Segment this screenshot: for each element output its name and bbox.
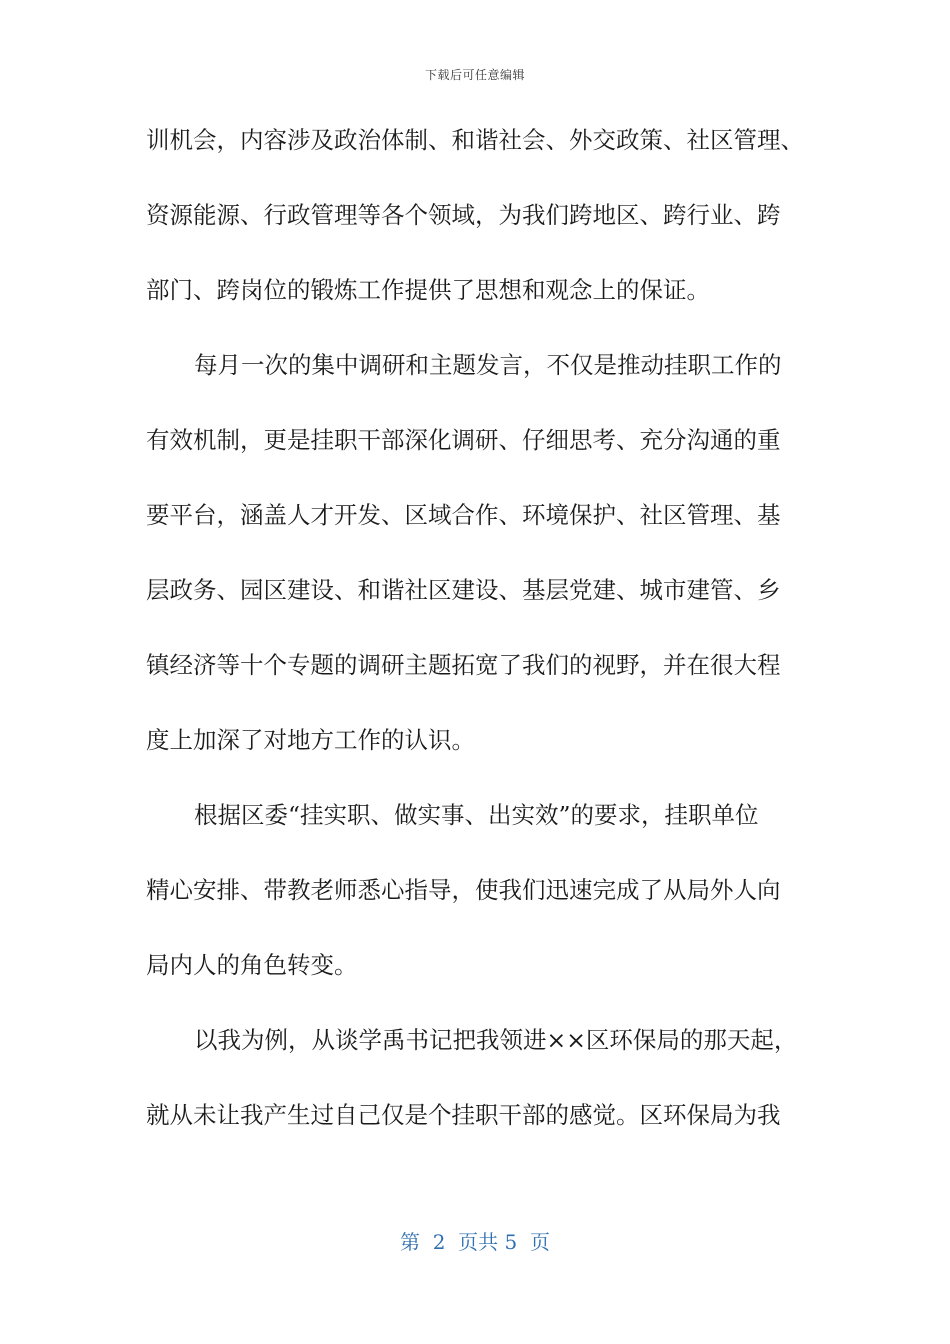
- text-line: 根据区委“挂实职、做实事、出实效”的要求，挂职单位: [194, 801, 759, 829]
- text-line: 训机会，内容涉及政治体制、和谐社会、外交政策、社区管理、: [146, 126, 804, 154]
- paragraph: [146, 347, 810, 797]
- text-line: 镇经济等十个专题的调研主题拓宽了我们的视野，并在很大程: [146, 651, 781, 679]
- text-line: 每月一次的集中调研和主题发言，不仅是推动挂职工作的: [194, 351, 782, 379]
- text-line: 部门、跨岗位的锻炼工作提供了思想和观念上的保证。: [146, 276, 710, 304]
- text-line: 局内人的角色转变。: [146, 951, 358, 979]
- text-line: 度上加深了对地方工作的认识。: [146, 726, 475, 754]
- document-body: [146, 122, 810, 1135]
- text-line: 就从未让我产生过自己仅是个挂职干部的感觉。区环保局为我: [146, 1101, 781, 1129]
- text-line: 以我为例，从谈学禹书记把我领进××区环保局的那天起，: [194, 1026, 798, 1054]
- text-line: 有效机制，更是挂职干部深化调研、仔细思考、充分沟通的重: [146, 426, 781, 454]
- page-header-note: 下载后可任意编辑: [424, 68, 525, 82]
- text-line: 要平台，涵盖人才开发、区域合作、环境保护、社区管理、基: [146, 501, 781, 529]
- paragraph: [146, 122, 810, 347]
- page-number-footer: 第 2 页共 5 页: [400, 1230, 550, 1254]
- paragraph: [146, 797, 810, 1022]
- text-line: 资源能源、行政管理等各个领域，为我们跨地区、跨行业、跨: [146, 201, 781, 229]
- text-line: 层政务、园区建设、和谐社区建设、基层党建、城市建管、乡: [146, 576, 781, 604]
- text-line: 精心安排、带教老师悉心指导，使我们迅速完成了从局外人向: [146, 876, 781, 904]
- paragraph: [146, 1022, 810, 1135]
